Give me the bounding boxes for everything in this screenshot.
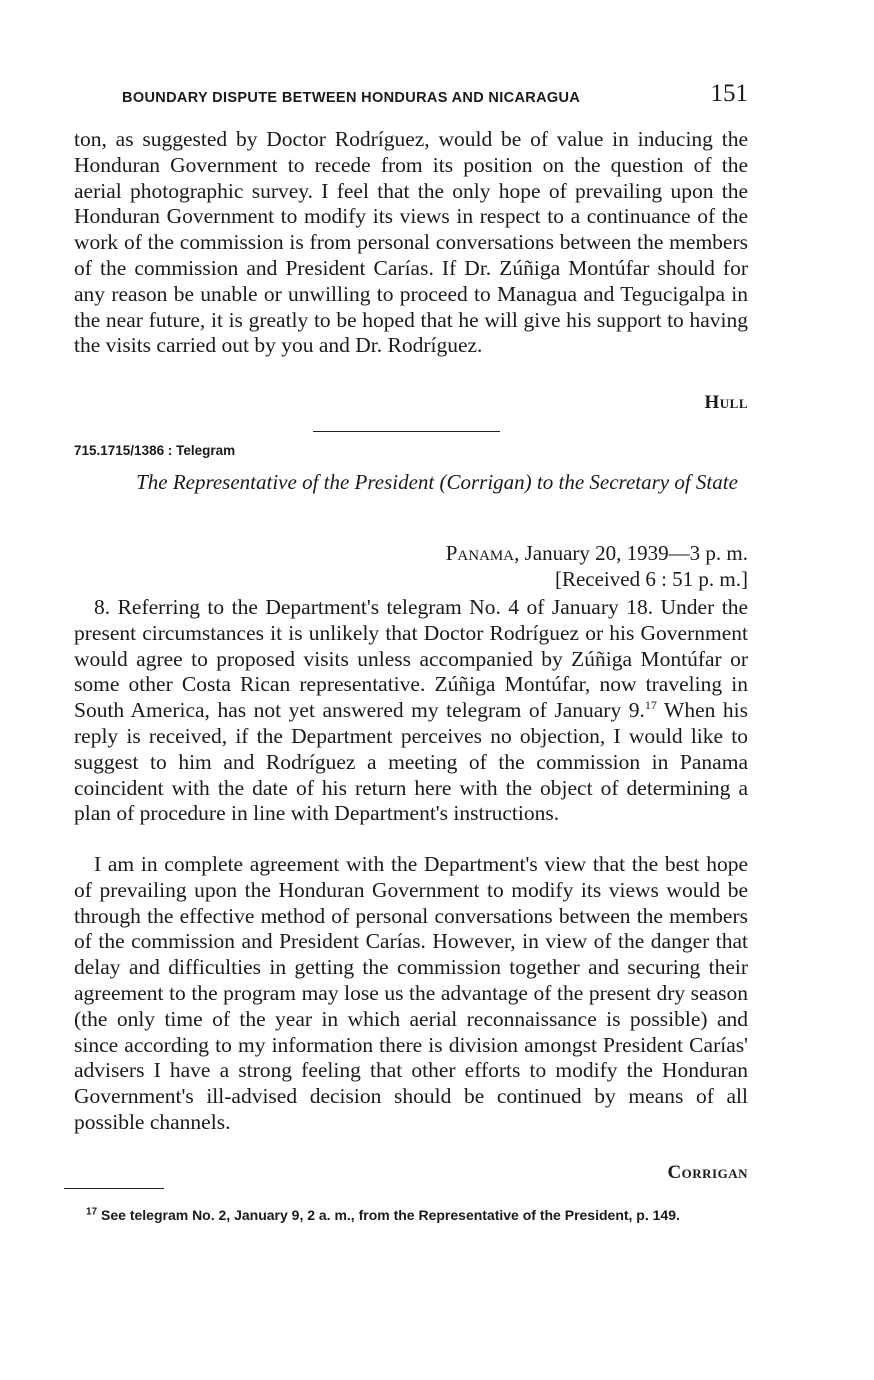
received-time: [Received 6 : 51 p. m.] — [554, 567, 748, 591]
footnote-mark: 17 — [86, 1206, 98, 1218]
footnote-rule — [64, 1188, 164, 1189]
footnote-reference: 17 — [644, 698, 657, 713]
section-divider — [313, 431, 500, 432]
footnote-text: See telegram No. 2, January 9, 2 a. m., from the Representative of the President, p. 149. — [97, 1207, 680, 1223]
signature-hull: Hull — [704, 392, 748, 413]
running-head: BOUNDARY DISPUTE BETWEEN HONDURAS AND NICARAGUA — [122, 90, 581, 106]
dateline-place: Panama — [445, 541, 515, 565]
document-title: The Representative of the President (Corrigan) to the Secretary of State — [136, 470, 738, 494]
page-header — [122, 80, 748, 114]
footnote — [64, 1207, 750, 1223]
paragraph-1-text-b: When his reply is received, if the Department perceives no objection, I would like to suggest to him and Rodríguez a meeting of the commission in Panama coincident with the date of his return here with the object of determining a plan of procedure in line with Department's instructions. — [74, 698, 748, 826]
dateline-date: , January 20, 1939—3 p. m. — [514, 541, 748, 565]
continuation-paragraph: ton, as suggested by Doctor Rodríguez, would be of value in inducing the Honduran Government to recede from its position on the question of the aerial photographic survey. I feel that the only hope of prevailing upon the Honduran Government to modify its views in respect to a continuance of the work of the commission is from personal conversations between the members of the commission and President Carías. If Dr. Zúñiga Montúfar should for any reason be unable or unwilling to proceed to Managua and Tegucigalpa in the near future, it is greatly to be hoped that he will give his support to having the visits carried out by you and Dr. Rodríguez. — [74, 127, 748, 358]
paragraph-1-text-a: 8. Referring to the Department's telegram No. 4 of January 18. Under the present circumstances it is unlikely that Doctor Rodríguez or his Government would agree to proposed visits unless accompanied by Zúñiga Montúfar or some other Costa Rican representative. Zúñiga Montúfar, now traveling in South America, has not yet answered my telegram of January 9. — [74, 595, 748, 723]
document-file-reference: 715.1715/1386 : Telegram — [74, 443, 236, 458]
dateline — [446, 541, 748, 566]
signature-corrigan: Corrigan — [667, 1162, 748, 1183]
telegram-paragraph-2: I am in complete agreement with the Department's view that the best hope of prevailing upon the Honduran Government to modify its views would be through the effective method of personal conversations between the members of the commission and President Carías. However, in view of the danger that delay and difficulties in getting the commission together and securing their agreement to the program may lose us the advantage of the present dry season (the only time of the year in which aerial reconnaissance is possible) and since according to my information there is division amongst President Carías' advisers I have a strong feeling that other efforts to modify the Honduran Government's ill-advised decision should be continued by means of all possible channels. — [74, 852, 748, 1134]
telegram-paragraph-1 — [74, 595, 748, 827]
page-number: 151 — [710, 80, 748, 107]
